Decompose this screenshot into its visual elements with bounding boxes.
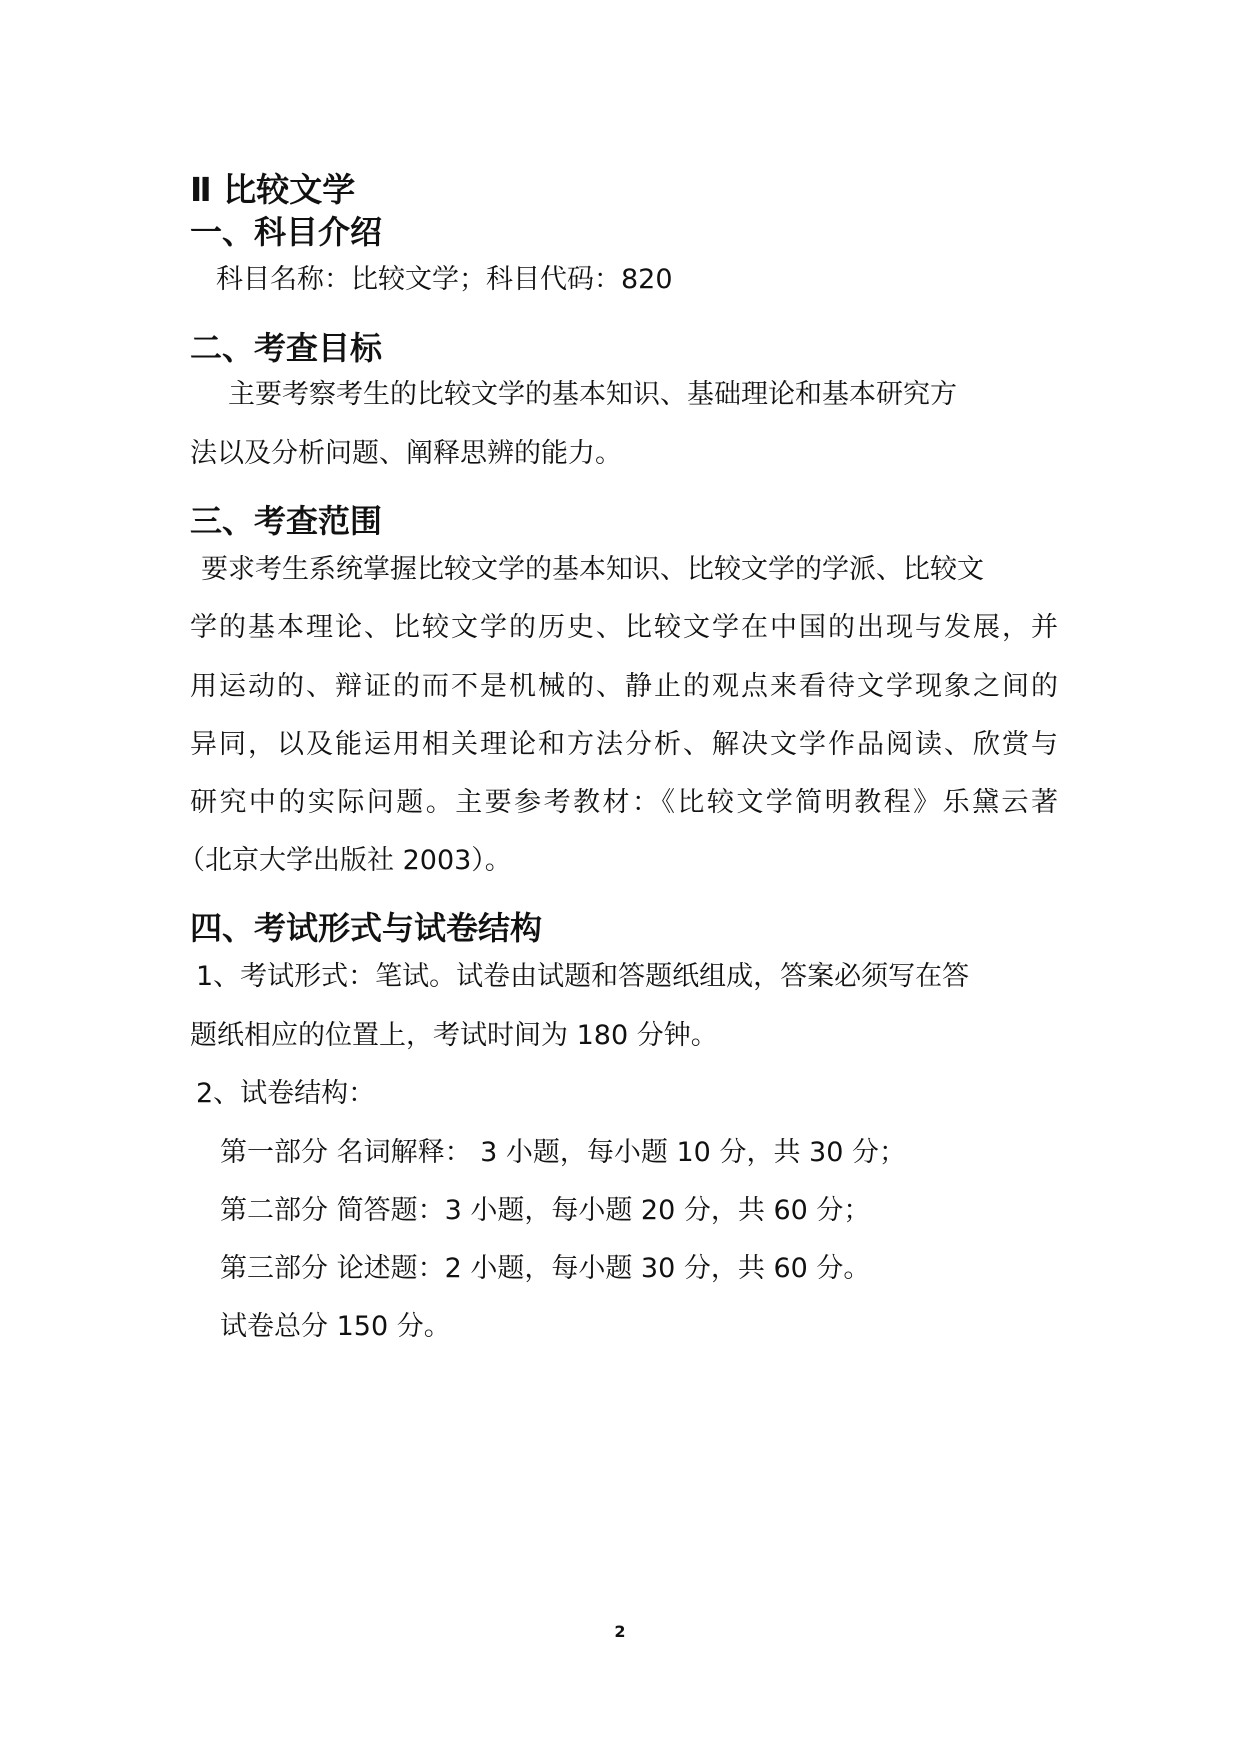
total-score-line: 试卷总分 150 分。	[220, 1311, 451, 1342]
exam-form-line-2: 题纸相应的位置上，考试时间为 180 分钟。	[190, 1020, 718, 1051]
part-one-line: 第一部分 名词解释： 3 小题，每小题 10 分，共 30 分；	[220, 1137, 906, 1168]
scope-line-5: 研究中的实际问题。主要参考教材：《比较文学简明教程》乐黛云著	[190, 787, 1058, 818]
scope-line-6: （北京大学出版社 2003）。	[178, 845, 512, 876]
scope-line-3: 用运动的、辩证的而不是机械的、静止的观点来看待文学现象之间的	[190, 671, 1058, 702]
part-two-line: 第二部分 简答题：3 小题，每小题 20 分，共 60 分；	[220, 1195, 871, 1226]
objective-line-1: 主要考察考生的比较文学的基本知识、基础理论和基本研究方	[228, 379, 957, 410]
exam-form-line-1: 1、考试形式：笔试。试卷由试题和答题纸组成，答案必须写在答	[196, 961, 970, 992]
section-heading-3: 三、考查范围	[190, 502, 383, 540]
page-number: 2	[614, 1622, 626, 1641]
scope-line-2: 学的基本理论、比较文学的历史、比较文学在中国的出现与发展，并	[190, 612, 1058, 643]
page-title: Ⅱ 比较文学	[190, 170, 356, 209]
paper-structure-heading: 2、试卷结构：	[196, 1078, 376, 1109]
part-three-line: 第三部分 论述题：2 小题，每小题 30 分，共 60 分。	[220, 1253, 871, 1284]
section-heading-4: 四、考试形式与试卷结构	[190, 909, 543, 947]
subject-info-line: 科目名称：比较文学；科目代码：820	[216, 264, 673, 295]
objective-line-2: 法以及分析问题、阐释思辨的能力。	[190, 438, 622, 469]
scope-line-1: 要求考生系统掌握比较文学的基本知识、比较文学的学派、比较文	[201, 554, 984, 585]
section-heading-1: 一、科目介绍	[190, 213, 383, 251]
scope-line-4: 异同，以及能运用相关理论和方法分析、解决文学作品阅读、欣赏与	[190, 729, 1058, 760]
section-heading-2: 二、考查目标	[190, 329, 383, 367]
